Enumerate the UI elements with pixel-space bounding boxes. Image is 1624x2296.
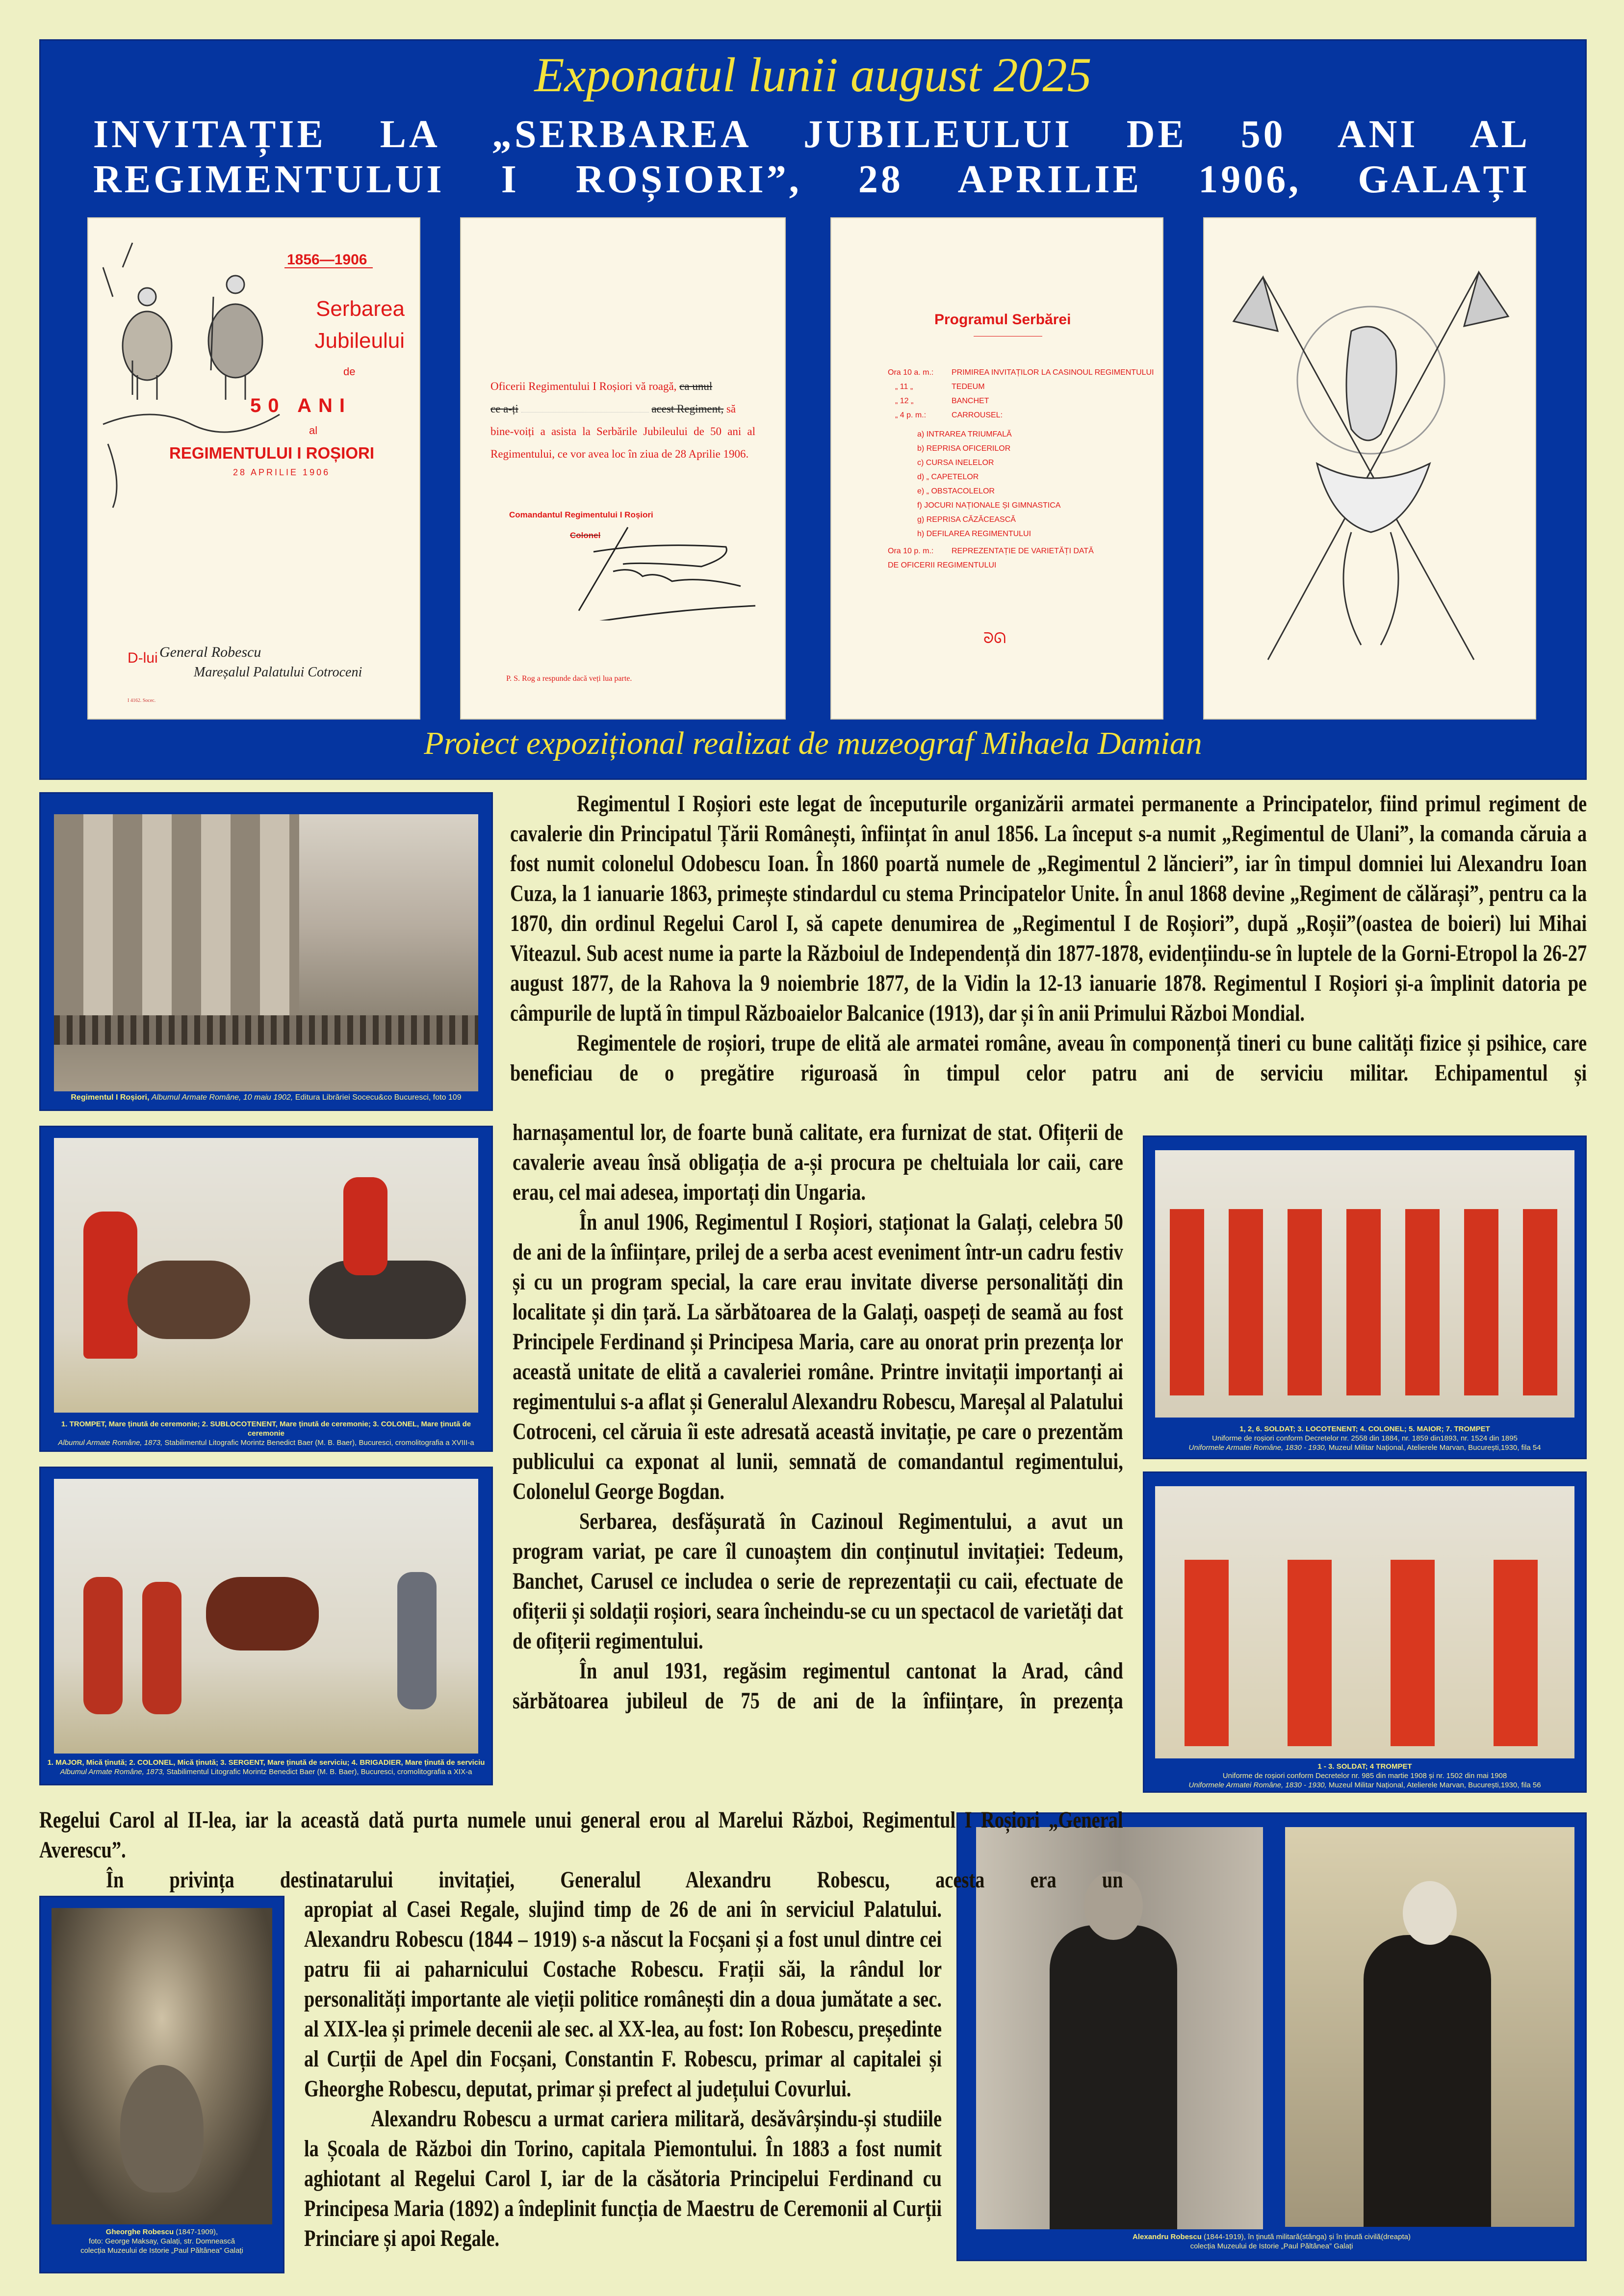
invitation-cover [88, 218, 419, 719]
carrousel-item: d) „ CAPETELOR [917, 473, 979, 481]
carrousel-item: a) INTRAREA TRIUMFALĂ [917, 430, 1012, 439]
cover-handwritten-name: General Robescu [159, 644, 261, 660]
paragraph: În privința destinatarului invitației, Generalul Alexandru Robescu, acesta era un [106, 1867, 1123, 1893]
cover-regiment: REGIMENTULUI I ROȘIORI [169, 444, 375, 462]
program-item: „ 4 p. m.: CARROUSEL: [895, 411, 1003, 419]
horse-head-illustration [1204, 218, 1535, 719]
paragraph: Regimentul I Roșiori este legat de începuturile organizării armatei permanente a Principatelor, fiind primul regiment de cavalerie din Principatul Țării Românești, înființat în anul 1856. La început s-a numit „Regimentul de Ulani”, la comanda căruia a fost numit colonelul Odobescu Ioan. În 1860 poartă numele de „Regimentul 2 lăncieri”, iar în timpul domniei lui Alexandru Ioan Cuza, la 1 ianuarie 1863, primește stindardul cu stema Principatelor Unite. În anul 1868 devine „Regiment de călărași”, pentru ca la 1870, din ordinul Regelui Carol I, să capete denumirea de „Regimentul I de Roșiori”, după „Roșii”(oastea de boieri) lui Mihai Viteazul. Sub acest nume ia parte la Războiul de Independență din 1877-1878, evidențiindu-se în luptele de la Gorni-Etropol la 26-27 august 1877, de la Rahova la 9 noiembrie 1877, de la Vidin la 12-13 ianuarie 1878. Regimentul I Roșiori și-a împlinit datoria pe câmpurile de luptă în timpul Războaielor Balcanice (1913), dar și în anii Primului Război Mondial. [510, 791, 1587, 1026]
carrousel-item: b) REPRISA OFICERILOR [917, 444, 1011, 453]
text-block-lower [39, 1805, 1123, 1895]
invitation-signatory: Comandantul Regimentului I Roșiori [509, 510, 653, 519]
cover-addressee-prefix: D-lui [128, 650, 158, 666]
project-credit: Proiect expozițional realizat de muzeograf Mihaela Damian [424, 725, 1202, 761]
barracks-photo [54, 814, 478, 1091]
carrousel-item: c) CURSA INELELOR [917, 459, 994, 467]
alexandru-robescu-civil-photo [1285, 1827, 1574, 2227]
paragraph: În anul 1906, Regimentul I Roșiori, staționat la Galați, celebra 50 de ani de la înființare, prilej de a serba acest eveniment într-un cadru festiv și cu un program special, la care erau invitate diverse personalități din localitate și din țară. La sărbătoarea de la Galați, oaspeți de seamă au fost Principele Ferdinand și Principesa Maria, care au onorat prin prezența lor această unitate de elită a cavaleriei române. Printre invitații importanți ai regimentului s-a aflat și Generalul Alexandru Robescu, Mareșal al Palatului Cotroceni, cel căruia îi este adresată această invitație, pe care o prezentăm publicului ca exponat al lunii, semnată de comandantul regimentului, Colonelul George Bogdan. [513, 1209, 1123, 1504]
caption-uniforms-2: 1 - 3. SOLDAT; 4 TROMPET Uniforme de roșiori conform Decretelor nr. 985 din martie 1908 și nr. 1502 din mai 1908 Uniformele Armatei Române, 1830 - 1930, Muzeul Militar Național, Atelierele Marvan, București,1930, fila 56 [1188, 1762, 1541, 1789]
text-block-bottom [304, 1894, 942, 2253]
paragraph: Serbarea, desfășurată în Cazinoul Regimentului, a avut un program variat, pe care îl cunoaștem din conținutul invitației: Tedeum, Banchet, Carusel ce includea o serie de reprezentații cu caii, efectuate de ofițerii și soldații roșiori, seara încheindu-se cu un spectacol de varietăți dat de ofițerii regimentului. [513, 1508, 1123, 1654]
program-item: Ora 10 a. m.: PRIMIREA INVITAȚILOR LA CASINOUL REGIMENTULUI [888, 368, 1154, 377]
text-block-top [510, 789, 1587, 1088]
caption-plate-2: 1. MAJOR, Mică ținută; 2. COLONEL, Mică ținută; 3. SERGENT, Mare ținută de serviciu; 4. BRIGADIER, Mare ținută de serviciu Albumul Armate Române, 1873, Stabilimentul Litografic Morintz Benedict Baer (M. B. Baer), Bucuresci, cromolitografia a XIX-a [47, 1758, 485, 1776]
cover-de: de [343, 365, 356, 378]
struck-text: ce a-ți [490, 403, 518, 415]
program-item: „ 12 „ BANCHET [895, 397, 989, 405]
cover-50-ani: 50 ANI [250, 395, 352, 416]
carrousel-item: g) REPRISA CĂZĂCEASCĂ [917, 516, 1016, 524]
gheorghe-robescu-portrait [52, 1908, 272, 2224]
program-title: Programul Serbărei [934, 311, 1071, 328]
cover-al: al [309, 424, 318, 437]
caption-alexandru-robescu: Alexandru Robescu (1844-1919), în ținută militară(stânga) și în ținută civilă(dreapta) colecția Muzeului de Istorie „Paul Păltânea” Galați [1133, 2233, 1411, 2250]
program-list [888, 365, 1154, 572]
paragraph: harnașamentul lor, de foarte bună calitate, era furnizat de stat. Ofițerii de cavalerie aveau însă obligația de a-și procura pe cheltuiala lor caii, care erau, cel mai adesea, importați din Ungaria. [513, 1119, 1123, 1205]
invitation-line2-end: să [726, 403, 736, 415]
caption-gheorghe-robescu: Gheorghe Robescu (1847-1909), foto: George Maksay, Galați, str. Domnească colecția Muzeului de Istorie „Paul Păltânea” Galați [80, 2228, 243, 2255]
uniforms-1-plate [1155, 1150, 1574, 1418]
caption-barracks: Regimentul I Roșiori, Albumul Armate Române, 10 maiu 1902, Editura Librăriei Socecu&co Bucuresci, foto 109 [71, 1093, 462, 1102]
cover-handwritten-title: Mareșalul Palatului Cotroceni [194, 665, 362, 680]
plate-1-lithograph [54, 1138, 478, 1413]
ornament-icon: ᘐᘏ [983, 630, 1006, 646]
cavalry-line [54, 1015, 478, 1045]
page-title-line-2: REGIMENTULUI I ROȘIORI”, 28 APRILIE 1906, GALAȚI [93, 158, 1530, 201]
carrousel-item: f) JOCURI NAȚIONALE ȘI GIMNASTICA [917, 501, 1061, 510]
uniforms-2-plate [1155, 1486, 1574, 1758]
cover-printer: I 4162. Socec. [128, 698, 156, 703]
carrousel-item: h) DEFILAREA REGIMENTULUI [917, 530, 1031, 538]
divider [284, 267, 373, 268]
page-title-line-1: INVITAȚIE LA „SERBAREA JUBILEULUI DE 50 ANI AL [93, 113, 1530, 156]
invitation-main: bine-voiți a asista la Serbările Jubileului de 50 ani al Regimentului, ce vor avea loc în ziua de 28 Aprilie 1906. [490, 425, 755, 460]
caption-plate-1: 1. TROMPET, Mare ținută de ceremonie; 2. SUBLOCOTENENT, Mare ținută de ceremonie; 3. COLONEL, Mare ținută de ceremonie Albumul Armate Române, 1873, Stabilimentul Litografic Morintz Benedict Baer (M. B. Baer), Bucuresci, cromolitografia a XVIII-a [58, 1420, 474, 1447]
program-card [831, 218, 1162, 719]
invitation-ps: P. S. Rog a respunde dacă veți lua parte. [506, 674, 632, 683]
paragraph: În anul 1931, regăsim regimentul cantonat la Arad, când sărbătoarea jubileul de 75 de ani de la înființare, în prezența [513, 1658, 1123, 1714]
cover-jubileului: Jubileului [314, 329, 405, 353]
struck-text: acest Regiment, [651, 403, 724, 415]
carrousel-list [888, 427, 1154, 541]
cover-serbarea: Serbarea [315, 297, 405, 321]
paragraph: Regimentele de roșiori, trupe de elită ale armatei române, aveau în componență tineri cu bune calități fizice și psihice, care beneficiau de o pregătire riguroasă în timpul celor patru ani de serviciu militar. Echipamentul și [510, 1030, 1587, 1086]
caption-uniforms-1: 1, 2, 6. SOLDAT; 3. LOCOTENENT; 4. COLONEL; 5. MAIOR; 7. TROMPET Uniforme de roșiori conform Decretelor nr. 2558 din 1884, nr. 1859 din1893, nr. 1524 din 1895 Uniformele Armatei Române, 1830 - 1930, Muzeul Militar Național, Atelierele Marvan, București,1930, fila 54 [1188, 1425, 1541, 1452]
plate-2-lithograph [54, 1479, 478, 1754]
carrousel-item: e) „ OBSTACOLELOR [917, 487, 995, 495]
paragraph: Regelui Carol al II-lea, iar la această dată purta numele unui general erou al Marelui Război, Regimentul I Roșiori „General Averescu”. [39, 1807, 1123, 1863]
horse-head-drawing [1204, 218, 1535, 719]
cover-years: 1856—1906 [287, 252, 367, 268]
colonel-signature [495, 522, 770, 620]
building [54, 814, 299, 1020]
program-evening: Ora 10 p. m.: REPREZENTAȚIE DE VARIETĂȚI DATĂ DE OFICERII REGIMENTULUI [888, 547, 1094, 569]
struck-text: ca unul [679, 380, 713, 392]
exhibit-label: Exponatul lunii august 2025 [534, 48, 1092, 102]
text-block-middle [513, 1117, 1123, 1716]
invitation-rank: Colonel [570, 531, 601, 540]
invitation-text [461, 218, 785, 719]
invitation-body [490, 375, 755, 465]
program-item: „ 11 „ TEDEUM [895, 383, 985, 391]
paragraph: apropiat al Casei Regale, slujind timp de 26 de ani în serviciul Palatului. Alexandru Robescu (1844 – 1919) s-a născut la Focșani și a fost unul dintre cei patru fii ai paharnicului Costache Robescu. Frații săi, la rândul lor personalități importante ale vieții politice românești din a doua jumătate a sec. al XIX-lea și primele decenii ale sec. al XX-lea, au fost: Ion Robescu, președinte al Curții de Apel din Focșani, Constantin F. Robescu, primar al capitalei și Gheorghe Robescu, deputat, primar și prefect al județului Covurlui. [304, 1896, 942, 2102]
cover-date: 28 APRILIE 1906 [233, 467, 331, 477]
paragraph: Alexandru Robescu a urmat cariera militară, desăvârșindu-și studiile la Școala de Război din Torino, capitala Piemontului. În 1883 a fost numit aghiotant al Regelui Carol I, iar de la căsătoria Principelui Ferdinand cu Principesa Maria (1892) a îndeplinit funcția de Maestru de Ceremonii al Curții Princiare și apoi Regale. [304, 2106, 942, 2251]
invitation-line1: Oficerii Regimentului I Roșiori vă roagă, [490, 380, 677, 392]
